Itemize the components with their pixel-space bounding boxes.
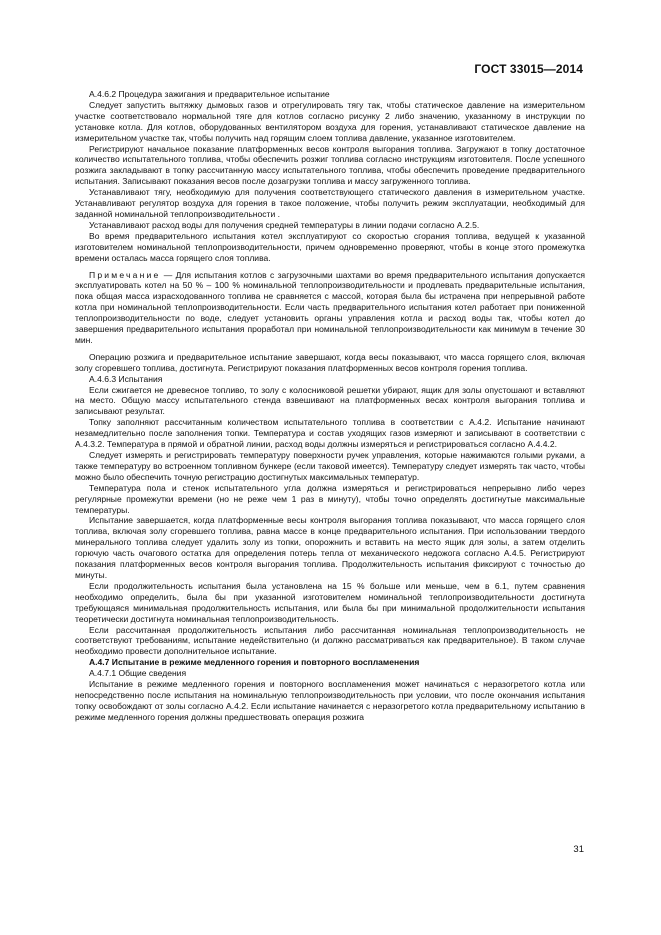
document-body xyxy=(75,89,585,723)
paragraph: Следует измерять и регистрировать температуру поверхности ручек управления, которые нажимаются голыми руками, а также температуру во встроенном топливном бункере (если таковой имеется). Температуру следует измерять так часто, чтобы можно было обеспечить точную регистрацию достигнутых максимальных температур. xyxy=(75,450,585,482)
paragraph: Испытание в режиме медленного горения и повторного воспламенения может начинаться с неразогретого котла или непосредственно после испытания на номинальную теплопроизводительность при условии, что после окончания испытания топку освобождают от золы согласно А.4.2. Если испытание начинается с неразогретого котла предварительному испытанию в режиме медленного горения должны предшествовать операция розжига xyxy=(75,679,585,722)
note-label: Примечание xyxy=(89,269,161,280)
paragraph: Следует запустить вытяжку дымовых газов и отрегулировать тягу так, чтобы статическое давление на измерительном участке соответствовало нормальной тяге для котлов согласно рисунку 2 либо значению, указанному в инструкции по установке котла. Для котлов, оборудованных вентилятором воздуха для горения, устанавливают статическое давление на измерительном участке так, чтобы получить над горящим слоем топлива давление, указанное изготовителем. xyxy=(75,99,585,143)
section-heading-bold: А.4.7 Испытание в режиме медленного горения и повторного воспламенения xyxy=(89,657,420,668)
paragraph: Регистрируют начальное показание платформенных весов контроля выгорания топлива. Загружают в топку достаточное количество испытательного топлива, чтобы обеспечить розжиг топлива согласно инструкциям изготовителя. После успешного розжига закладывают в топку рассчитанную массу испытательного топлива, чтобы обеспечить проведение предварительного испытания. Записывают показания весов после дозагрузки топлива и массу загруженного топлива. xyxy=(75,143,585,187)
note-paragraph xyxy=(75,270,585,346)
note-text: — Для испытания котлов с загрузочными шахтами во время предварительного испытания допускается эксплуатировать котел на 50 % – 100 % номинальной теплопроизводительности и продлевать предварительные испытания, пока общая масса израсходованного топлива не сравняется с массой, которая была бы истрачена при непрерывной работе котла при номинальной теплопроизводительности. Если часть предварительного испытания котел работает при пониженной теплопроизводительности по воде, следует установить органы управления котла и расход воды так, чтобы котел до завершения предварительного испытания проработал при номинальной теплопроизводительности как минимум в течение 30 мин. xyxy=(75,269,585,345)
paragraph: Операцию розжига и предварительное испытание завершают, когда весы показывают, что масса горящего слоя, включая золу сгоревшего топлива, достигнута. Регистрируют показания платформенных весов контроля горения топлива. xyxy=(75,351,585,373)
paragraph: Если рассчитанная продолжительность испытания либо рассчитанная номинальная теплопроизводительность не соответствуют требованиям, испытание недействительно (и должно рассматриваться как предварительное). В таком случае необходимо провести дополнительное испытание. xyxy=(75,624,585,657)
paragraph: Во время предварительного испытания котел эксплуатируют со скоростью сгорания топлива, ведущей к указанной изготовителем номинальной теплопроизводительности, причем одновременно проверяют, чтобы в конце этого промежутка времени осталась масса горящего слоя топлива. xyxy=(75,230,585,263)
paragraph: Устанавливают тягу, необходимую для получения соответствующего статического давления в измерительном участке. Устанавливают регулятор воздуха для горения в такое положение, чтобы получить режим эксплуатации, необходимый для заданной номинальной теплопроизводительности . xyxy=(75,187,585,219)
section-heading: А.4.7.1 Общие сведения xyxy=(89,668,187,679)
paragraph: Если сжигается не древесное топливо, то золу с колосниковой решетки убирают, ящик для золы опустошают и вставляют на место. Общую массу испытательного стенда взвешивают на платформенных весах контроля выгорания топлива и записывают результат. xyxy=(75,384,585,417)
paragraph: Устанавливают расход воды для получения средней температуры в линии подачи согласно А.2.5. xyxy=(89,219,480,230)
paragraph: Испытание завершается, когда платформенные весы контроля выгорания топлива показывают, что масса горящего слоя топлива, включая золу сгоревшего топлива, равна массе в конце предварительного испытания. При использовании твердого минерального топлива следует удалить золу из топки, опорожнить и вставить на место ящик для золы, а затем отделить горючую часть очагового остатка для определения потерь тепла от механического недожога согласно А.4.5. Регистрируют показания платформенных весов контроля выгорания топлива. Продолжительность испытания фиксируют с точностью до минуты. xyxy=(75,515,585,580)
section-heading: А.4.6.3 Испытания xyxy=(89,373,163,384)
paragraph: Температура пола и стенок испытательного угла должна измеряться и регистрироваться непрерывно либо через регулярные промежутки времени (но не реже чем 1 раз в минуту), чтобы точно определять достигнутые максимальные температуры. xyxy=(75,482,585,515)
section-heading: А.4.6.2 Процедура зажигания и предварительное испытание xyxy=(89,89,330,99)
paragraph: Топку заполняют рассчитанным количеством испытательного топлива в соответствии с А.4.2. Испытание начинают незамедлительно после заполнения топки. Температура и состав уходящих газов измеряют и записывают в соответствии с А.4.3.2. Температура в прямой и обратной линии, расход воды должны измеряться и регистрироваться согласно А.4.4.2. xyxy=(75,417,585,450)
standard-header: ГОСТ 33015—2014 xyxy=(474,62,583,76)
paragraph: Если продолжительность испытания была установлена на 15 % больше или меньше, чем в 6.1, путем сравнения необходимо определить, была бы при указанной изготовителем номинальной теплопроизводительности достигнута требующаяся минимальная продолжительность испытания, или была бы при минимальной продолжительности испытания теоретически достигнута номинальная теплопроизводительность. xyxy=(75,580,585,624)
page-number: 31 xyxy=(573,844,584,855)
